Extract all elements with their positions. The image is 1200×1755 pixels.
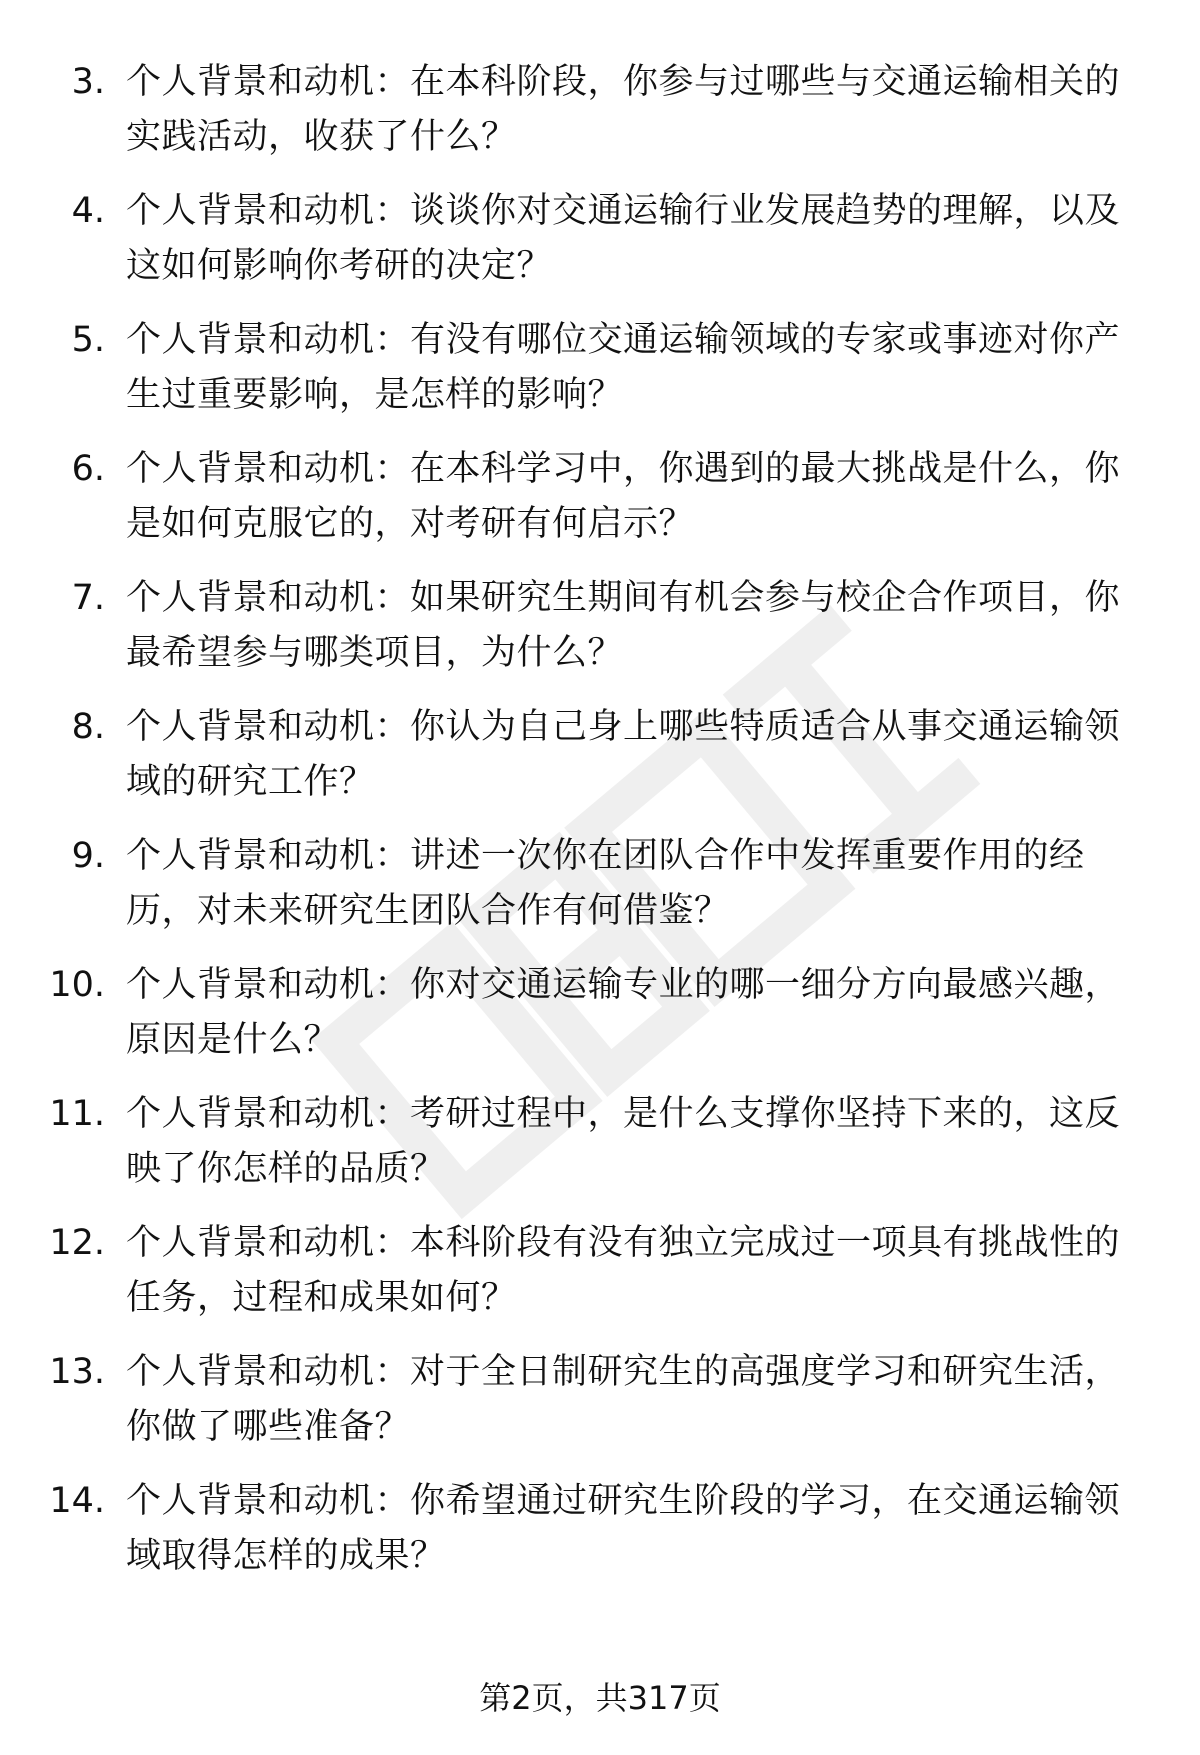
list-item: [0, 55, 1200, 184]
question-text: 个人背景和动机：本科阶段有没有独立完成过一项具有挑战性的任务，过程和成果如何？: [126, 1223, 1121, 1318]
question-text: 个人背景和动机：你对交通运输专业的哪一细分方向最感兴趣，原因是什么？: [126, 965, 1121, 1060]
question-number: 10.: [49, 965, 105, 1005]
list-item: [0, 442, 1200, 571]
question-text: 个人背景和动机：你认为自己身上哪些特质适合从事交通运输领域的研究工作？: [126, 707, 1121, 802]
question-number: 11.: [49, 1094, 105, 1134]
question-number: 14.: [49, 1481, 105, 1521]
question-text: 个人背景和动机：如果研究生期间有机会参与校企合作项目，你最希望参与哪类项目，为什么？: [126, 578, 1121, 673]
list-item: [0, 700, 1200, 829]
question-number: 4.: [71, 191, 105, 231]
question-text: 个人背景和动机：在本科学习中，你遇到的最大挑战是什么，你是如何克服它的，对考研有何启示？: [126, 449, 1121, 544]
question-number: 9.: [71, 836, 105, 876]
question-number: 12.: [49, 1223, 105, 1263]
question-text: 个人背景和动机：你希望通过研究生阶段的学习，在交通运输领域取得怎样的成果？: [126, 1481, 1121, 1576]
list-item: [0, 1474, 1200, 1603]
question-number: 13.: [49, 1352, 105, 1392]
question-number: 5.: [71, 320, 105, 360]
list-item: [0, 1087, 1200, 1216]
list-item: [0, 184, 1200, 313]
list-item: [0, 829, 1200, 958]
list-item: [0, 1216, 1200, 1345]
list-item: [0, 313, 1200, 442]
list-item: [0, 571, 1200, 700]
question-text: 个人背景和动机：有没有哪位交通运输领域的专家或事迹对你产生过重要影响，是怎样的影响？: [126, 320, 1121, 415]
question-number: 8.: [71, 707, 105, 747]
question-list: [0, 55, 1200, 1603]
question-number: 3.: [71, 62, 105, 102]
question-text: 个人背景和动机：考研过程中，是什么支撑你坚持下来的，这反映了你怎样的品质？: [126, 1094, 1121, 1189]
page-footer: 第2页，共317页: [479, 1679, 721, 1717]
question-text: 个人背景和动机：对于全日制研究生的高强度学习和研究生活，你做了哪些准备？: [126, 1352, 1121, 1447]
list-item: [0, 1345, 1200, 1474]
question-text: 个人背景和动机：在本科阶段，你参与过哪些与交通运输相关的实践活动，收获了什么？: [126, 62, 1121, 157]
question-text: 个人背景和动机：谈谈你对交通运输行业发展趋势的理解，以及这如何影响你考研的决定？: [126, 191, 1121, 286]
question-text: 个人背景和动机：讲述一次你在团队合作中发挥重要作用的经历，对未来研究生团队合作有何借鉴？: [126, 836, 1085, 931]
question-number: 6.: [71, 449, 105, 489]
list-item: [0, 958, 1200, 1087]
question-number: 7.: [71, 578, 105, 618]
